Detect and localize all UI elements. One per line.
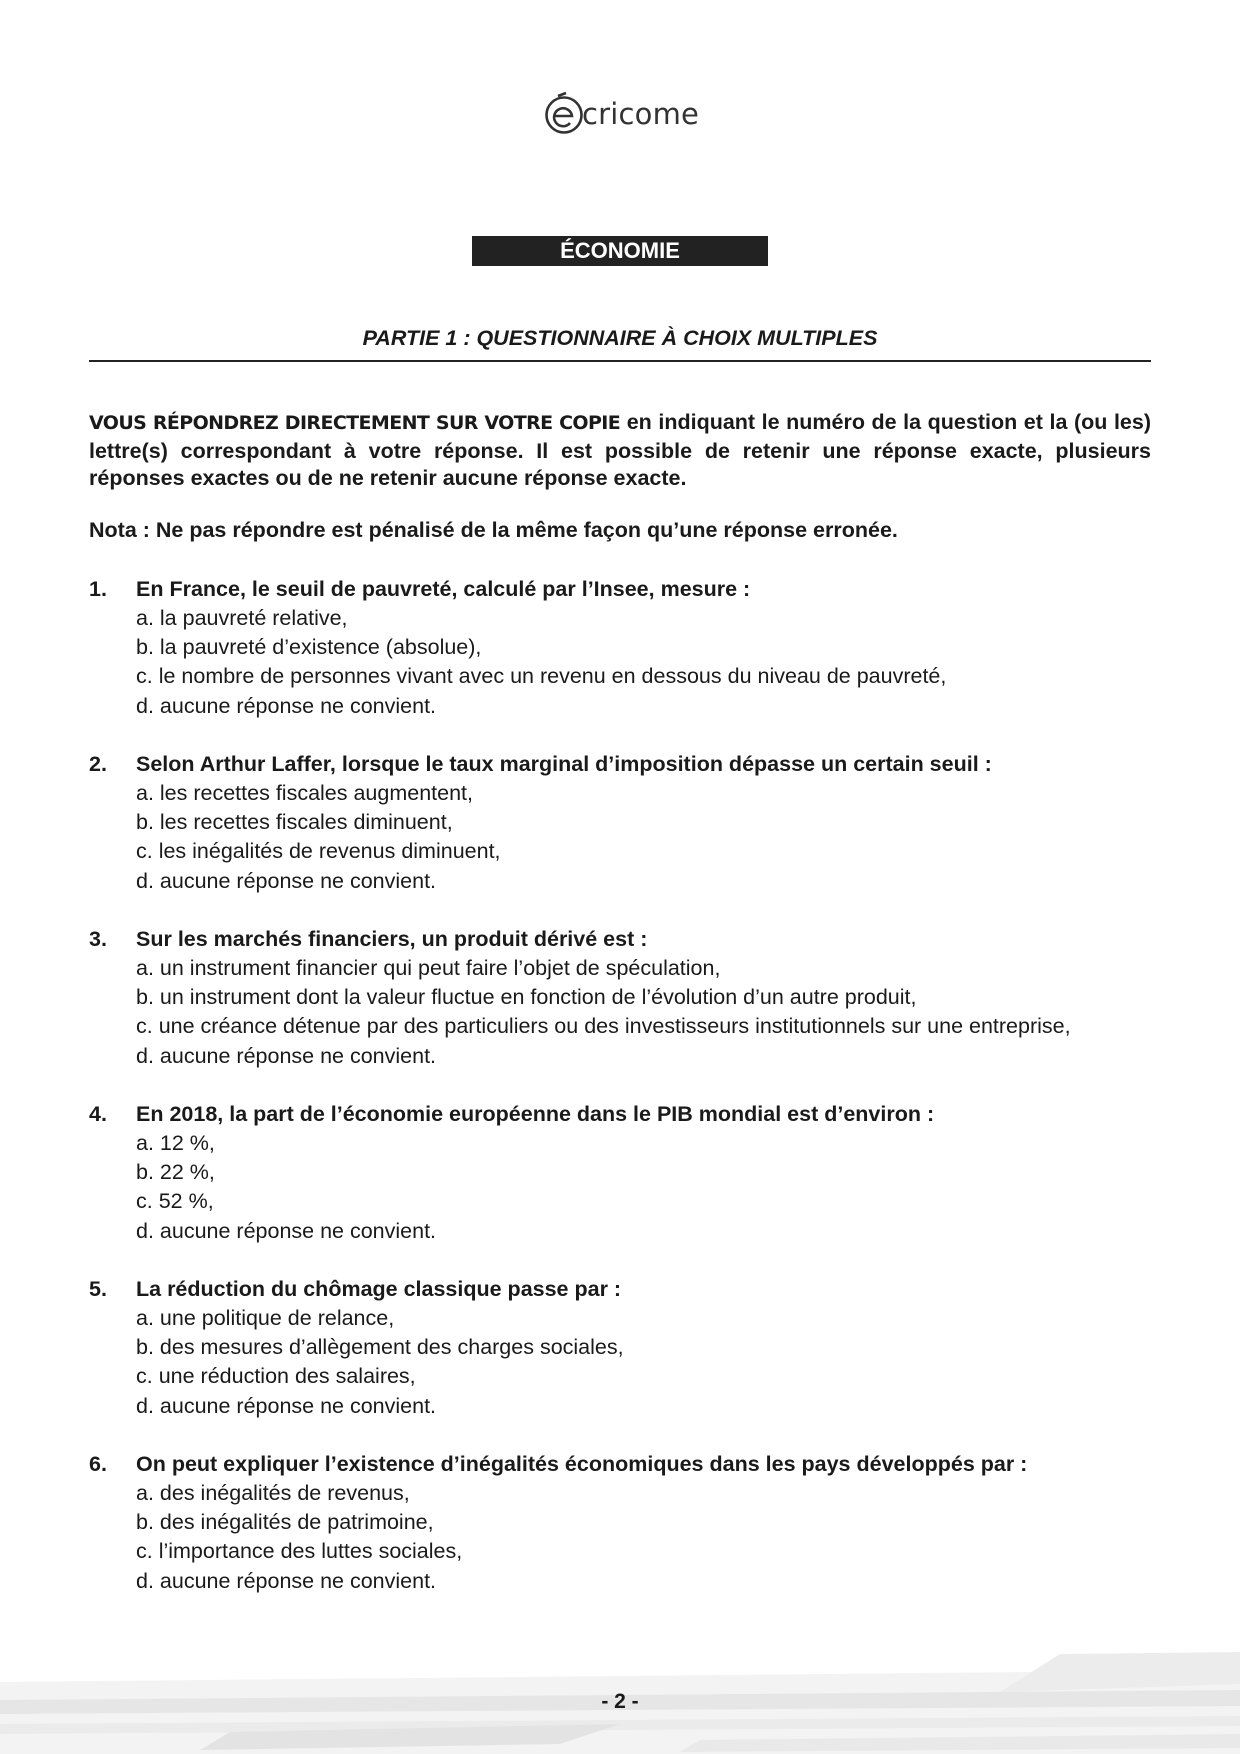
question-6 [89, 1450, 1169, 1596]
question-text: En France, le seuil de pauvreté, calculé par l’Insee, mesure : [136, 577, 751, 601]
option-item: d. aucune réponse ne convient. [136, 693, 437, 718]
option-item: a. 12 %, [136, 1131, 215, 1155]
question-text: En 2018, la part de l’économie européenne dans le PIB mondial est d’environ : [136, 1102, 935, 1126]
question-number: 4. [89, 1102, 107, 1126]
option-item: d. aucune réponse ne convient. [136, 1043, 437, 1068]
option-list [89, 1479, 1169, 1596]
option-item: d. aucune réponse ne convient. [136, 1218, 437, 1243]
option-item: b. la pauvreté d’existence (absolue), [136, 635, 482, 660]
option-item: c. une réduction des salaires, [136, 1364, 416, 1389]
question-4 [89, 1100, 1169, 1246]
page-number: - 2 - [601, 1690, 639, 1713]
question-text: La réduction du chômage classique passe par : [136, 1277, 622, 1301]
option-list [89, 779, 1169, 896]
option-item: c. une créance détenue par des particuliers ou des investisseurs institutionnels sur une entreprise, [136, 1014, 1071, 1039]
option-list [89, 1129, 1169, 1246]
nota-note: Nota : Ne pas répondre est pénalisé de la même façon qu’une réponse erronée. [89, 518, 898, 542]
instructions-caps-lead: VOUS RÉPONDREZ DIRECTEMENT SUR VOTRE COPIE [89, 412, 621, 434]
option-item: b. 22 %, [136, 1160, 215, 1185]
option-list [89, 1304, 1169, 1421]
option-item: a. une politique de relance, [136, 1306, 395, 1330]
question-number: 6. [89, 1452, 107, 1476]
ecricome-logo-mark-icon [544, 90, 584, 138]
option-item: b. des mesures d’allègement des charges sociales, [136, 1335, 624, 1360]
question-2 [89, 750, 1169, 896]
option-item: a. des inégalités de revenus, [136, 1481, 410, 1505]
option-list [89, 954, 1169, 1071]
ecricome-logo [544, 88, 699, 140]
logo-text: cricome [582, 97, 700, 131]
option-item: c. 52 %, [136, 1189, 214, 1214]
option-item: d. aucune réponse ne convient. [136, 1568, 437, 1593]
option-item: a. un instrument financier qui peut faire l’objet de spéculation, [136, 956, 721, 980]
instructions-text: en indiquant le numéro de la question et la (ou les) lettre(s) correspondant à votre réponse. Il est possible de retenir une réponse exacte, plusieurs réponses exactes ou de ne retenir aucune réponse exacte. [89, 410, 1151, 490]
option-item: d. aucune réponse ne convient. [136, 1393, 437, 1418]
question-5 [89, 1275, 1169, 1421]
question-text: On peut expliquer l’existence d’inégalités économiques dans les pays développés par : [136, 1452, 1028, 1476]
option-item: d. aucune réponse ne convient. [136, 868, 437, 893]
option-item: c. le nombre de personnes vivant avec un revenu en dessous du niveau de pauvreté, [136, 664, 947, 689]
question-number: 2. [89, 752, 107, 776]
option-item: b. les recettes fiscales diminuent, [136, 810, 453, 835]
option-item: b. un instrument dont la valeur fluctue en fonction de l’évolution d’un autre produit, [136, 985, 917, 1010]
option-item: c. l’importance des luttes sociales, [136, 1539, 463, 1564]
question-text: Sur les marchés financiers, un produit dérivé est : [136, 927, 648, 951]
question-text: Selon Arthur Laffer, lorsque le taux marginal d’imposition dépasse un certain seuil : [136, 752, 992, 776]
question-number: 1. [89, 577, 107, 601]
subject-banner: ÉCONOMIE [472, 236, 768, 266]
question-3 [89, 925, 1169, 1071]
option-item: b. des inégalités de patrimoine, [136, 1510, 434, 1535]
option-item: a. les recettes fiscales augmentent, [136, 781, 474, 805]
option-list [89, 604, 1169, 721]
question-number: 3. [89, 927, 107, 951]
question-number: 5. [89, 1277, 107, 1301]
option-item: a. la pauvreté relative, [136, 606, 348, 630]
option-item: c. les inégalités de revenus diminuent, [136, 839, 501, 864]
part-title: PARTIE 1 : QUESTIONNAIRE À CHOIX MULTIPLES [362, 326, 878, 350]
instructions [89, 409, 1151, 493]
title-divider [89, 360, 1151, 362]
question-1 [89, 575, 1169, 721]
